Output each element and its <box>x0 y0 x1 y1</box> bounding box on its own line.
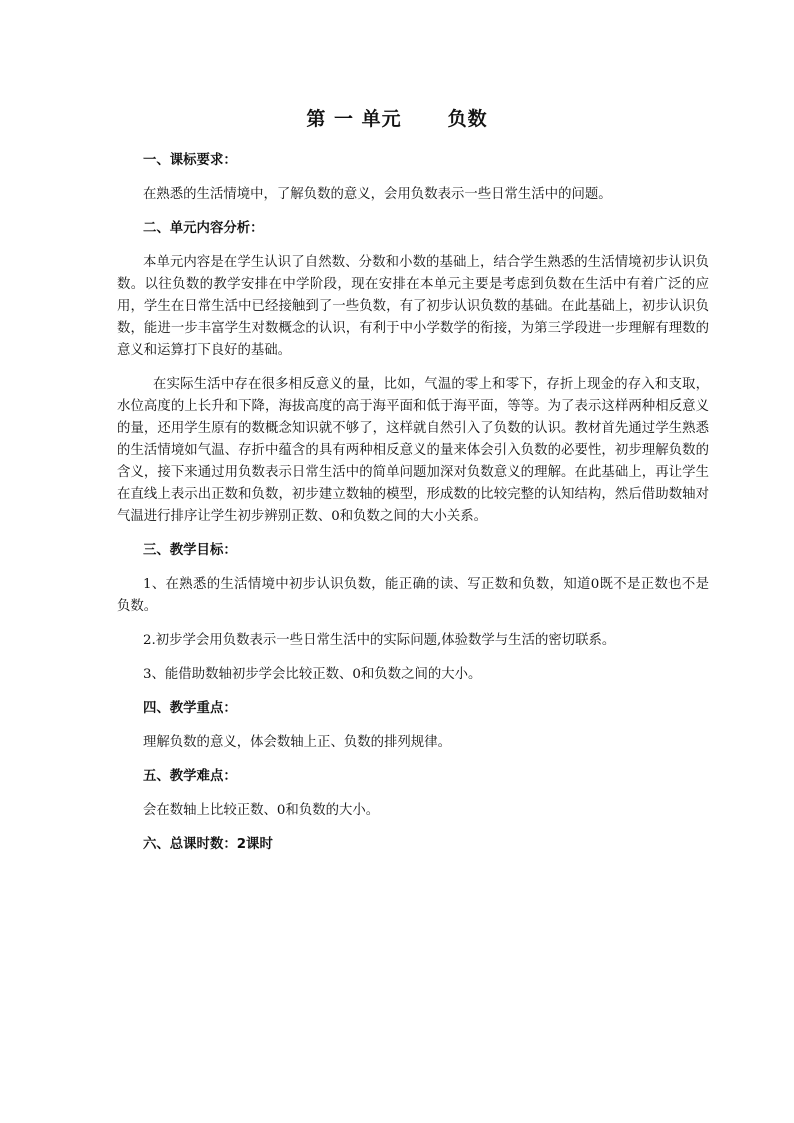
analysis-paragraph-1: 本单元内容是在学生认识了自然数、分数和小数的基础上，结合学生熟悉的生活情境初步认识负数。以往负数的教学安排在中学阶段，现在安排在本单元主要是考虑到负数在生活中有着广泛的应用，学生在日常生活中已经接触到了一些负数，有了初步认识负数的基础。在此基础上，初步认识负数，能进一步丰富学生对数概念的认识，有利于中小学数学的衔接，为第三学段进一步理解有理数的意义和运算打下良好的基础。 <box>117 255 709 358</box>
objective-item-3: 3、能借助数轴初步学会比较正数、0和负数之间的大小。 <box>143 667 482 682</box>
section-heading-analysis: 二、单元内容分析： <box>143 221 264 236</box>
document-body <box>117 150 709 868</box>
section-heading-difficulties: 五、教学难点： <box>143 769 237 784</box>
unit-topic: 负数 <box>447 108 488 130</box>
analysis-paragraph-2: 在实际生活中存在很多相反意义的量，比如，气温的零上和零下，存折上现金的存入和支取，水位高度的上长升和下降，海拔高度的高于海平面和低于海平面，等等。为了表示这样两种相反意义的量，还用学生原有的数概念知识就不够了，这样就自然引入了负数的认识。教材首先通过学生熟悉的生活情境如气温、存折中蕴含的具有两种相反意义的量来体会引入负数的必要性，初步理解负数的含义，接下来通过用负数表示日常生活中的简单问题加深对负数意义的理解。在此基础上，再让学生在直线上表示出正数和负数，初步建立数轴的模型，形成数的比较完整的认知结构，然后借助数轴对气温进行排序让学生初步辨别正数、0和负数之间的大小关系。 <box>117 377 709 524</box>
objective-item-2: 2.初步学会用负数表示一些日常生活中的实际问题,体验数学与生活的密切联系。 <box>143 633 616 648</box>
page-title <box>0 104 794 131</box>
unit-label: 第 一 单元 <box>306 108 402 130</box>
section-heading-key-points: 四、教学重点： <box>143 701 237 716</box>
section-heading-objectives: 三、教学目标： <box>143 543 237 558</box>
key-points-text: 理解负数的意义，体会数轴上正、负数的排列规律。 <box>143 735 451 750</box>
section-heading-curriculum: 一、课标要求： <box>143 153 237 168</box>
curriculum-text: 在熟悉的生活情境中，了解负数的意义，会用负数表示一些日常生活中的问题。 <box>143 187 612 202</box>
section-heading-total-hours: 六、总课时数：2课时 <box>143 837 273 852</box>
difficulties-text: 会在数轴上比较正数、0和负数的大小。 <box>143 803 380 818</box>
objective-item-1: 1、在熟悉的生活情境中初步认识负数，能正确的读、写正数和负数，知道0既不是正数也不是负数。 <box>117 577 709 614</box>
